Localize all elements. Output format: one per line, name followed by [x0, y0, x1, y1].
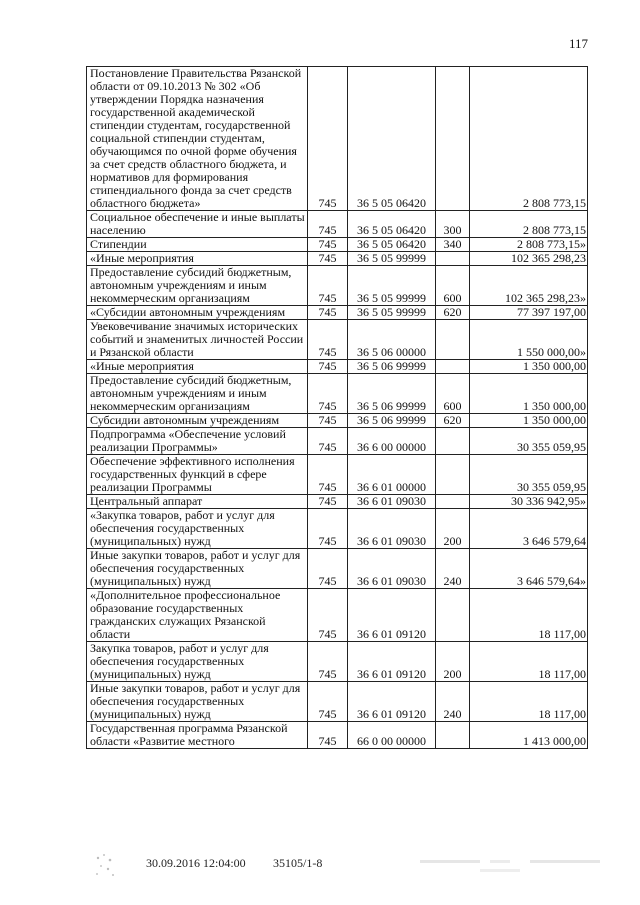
table-row — [87, 642, 588, 682]
row-cs-cell: 36 6 00 00000 — [348, 428, 436, 455]
row-amount-cell: 18 117,00 — [470, 642, 588, 682]
row-vr-cell: 620 — [436, 306, 470, 320]
row-vr-cell: 300 — [436, 211, 470, 238]
row-amount-cell: 1 350 000,00 — [470, 414, 588, 428]
table-row — [87, 67, 588, 211]
row-vr-cell — [436, 428, 470, 455]
row-vr-cell — [436, 495, 470, 509]
row-cs-cell: 36 5 05 06420 — [348, 67, 436, 211]
row-amount-cell: 30 355 059,95 — [470, 428, 588, 455]
row-vr-cell — [436, 320, 470, 360]
row-gr-cell: 745 — [308, 682, 348, 722]
row-cs-cell: 36 5 05 06420 — [348, 238, 436, 252]
table-row — [87, 589, 588, 642]
row-vr-cell — [436, 722, 470, 749]
row-name-cell: Подпрограмма «Обеспечение условий реализации Программы» — [87, 428, 308, 455]
footer-timestamp: 30.09.2016 12:04:00 — [146, 856, 246, 870]
row-gr-cell: 745 — [308, 306, 348, 320]
row-gr-cell: 745 — [308, 360, 348, 374]
page-number: 117 — [569, 36, 589, 51]
row-name-cell: Обеспечение эффективного исполнения государственных функций в сфере реализации Программы — [87, 455, 308, 495]
row-amount-cell: 77 397 197,00 — [470, 306, 588, 320]
row-gr-cell: 745 — [308, 509, 348, 549]
row-cs-cell: 36 6 01 09120 — [348, 682, 436, 722]
row-name-cell: Предоставление субсидий бюджетным, автономным учреждениям и иным некоммерческим организациям — [87, 266, 308, 306]
row-gr-cell: 745 — [308, 320, 348, 360]
table-row — [87, 306, 588, 320]
row-cs-cell: 36 6 01 09030 — [348, 495, 436, 509]
table-row — [87, 360, 588, 374]
row-cs-cell: 36 5 06 99999 — [348, 414, 436, 428]
table-row — [87, 414, 588, 428]
row-vr-cell: 200 — [436, 509, 470, 549]
row-gr-cell: 745 — [308, 211, 348, 238]
row-name-cell: Субсидии автономным учреждениям — [87, 414, 308, 428]
faint-stamp-icon — [420, 856, 600, 876]
row-cs-cell: 36 6 01 09030 — [348, 509, 436, 549]
row-amount-cell: 18 117,00 — [470, 682, 588, 722]
budget-table-body — [87, 67, 588, 749]
row-name-cell: Иные закупки товаров, работ и услуг для обеспечения государственных (муниципальных) нужд — [87, 682, 308, 722]
row-name-cell: «Иные мероприятия — [87, 360, 308, 374]
row-cs-cell: 36 5 05 06420 — [348, 211, 436, 238]
table-row — [87, 428, 588, 455]
row-cs-cell: 36 5 05 99999 — [348, 252, 436, 266]
row-gr-cell: 745 — [308, 455, 348, 495]
row-vr-cell: 600 — [436, 374, 470, 414]
row-amount-cell: 1 413 000,00 — [470, 722, 588, 749]
row-vr-cell: 200 — [436, 642, 470, 682]
row-amount-cell: 2 808 773,15» — [470, 238, 588, 252]
table-row — [87, 495, 588, 509]
row-gr-cell: 745 — [308, 266, 348, 306]
table-row — [87, 252, 588, 266]
scanner-mark-icon — [92, 850, 118, 880]
row-gr-cell: 745 — [308, 67, 348, 211]
table-row — [87, 509, 588, 549]
row-name-cell: Увековечивание значимых исторических событий и знаменитых личностей России и Рязанской области — [87, 320, 308, 360]
row-vr-cell: 600 — [436, 266, 470, 306]
table-row — [87, 211, 588, 238]
table-row — [87, 722, 588, 749]
row-cs-cell: 36 5 06 99999 — [348, 374, 436, 414]
row-cs-cell: 36 6 01 09120 — [348, 642, 436, 682]
row-gr-cell: 745 — [308, 642, 348, 682]
row-amount-cell: 18 117,00 — [470, 589, 588, 642]
row-vr-cell: 240 — [436, 682, 470, 722]
row-name-cell: «Дополнительное профессиональное образование государственных гражданских служащих Рязанской области — [87, 589, 308, 642]
row-amount-cell: 1 350 000,00 — [470, 360, 588, 374]
row-vr-cell: 240 — [436, 549, 470, 589]
row-name-cell: Закупка товаров, работ и услуг для обеспечения государственных (муниципальных) нужд — [87, 642, 308, 682]
row-cs-cell: 36 6 01 00000 — [348, 455, 436, 495]
row-gr-cell: 745 — [308, 238, 348, 252]
row-amount-cell: 30 336 942,95» — [470, 495, 588, 509]
row-name-cell: Стипендии — [87, 238, 308, 252]
row-cs-cell: 36 6 01 09120 — [348, 589, 436, 642]
table-row — [87, 549, 588, 589]
row-vr-cell — [436, 360, 470, 374]
row-gr-cell: 745 — [308, 414, 348, 428]
table-row — [87, 682, 588, 722]
table-row — [87, 374, 588, 414]
table-row — [87, 238, 588, 252]
row-gr-cell: 745 — [308, 428, 348, 455]
row-name-cell: «Иные мероприятия — [87, 252, 308, 266]
row-amount-cell: 102 365 298,23» — [470, 266, 588, 306]
row-amount-cell: 1 550 000,00» — [470, 320, 588, 360]
table-row — [87, 266, 588, 306]
table-row — [87, 320, 588, 360]
row-amount-cell: 2 808 773,15 — [470, 211, 588, 238]
row-vr-cell — [436, 252, 470, 266]
row-name-cell: Социальное обеспечение и иные выплаты населению — [87, 211, 308, 238]
row-gr-cell: 745 — [308, 374, 348, 414]
row-vr-cell: 620 — [436, 414, 470, 428]
table-row — [87, 455, 588, 495]
row-cs-cell: 66 0 00 00000 — [348, 722, 436, 749]
row-name-cell: Центральный аппарат — [87, 495, 308, 509]
row-cs-cell: 36 6 01 09030 — [348, 549, 436, 589]
row-amount-cell: 1 350 000,00 — [470, 374, 588, 414]
row-gr-cell: 745 — [308, 589, 348, 642]
row-cs-cell: 36 5 05 99999 — [348, 266, 436, 306]
row-gr-cell: 745 — [308, 722, 348, 749]
row-name-cell: «Закупка товаров, работ и услуг для обеспечения государственных (муниципальных) нужд — [87, 509, 308, 549]
row-cs-cell: 36 5 06 00000 — [348, 320, 436, 360]
row-gr-cell: 745 — [308, 549, 348, 589]
row-vr-cell: 340 — [436, 238, 470, 252]
row-amount-cell: 3 646 579,64» — [470, 549, 588, 589]
row-name-cell: Предоставление субсидий бюджетным, автономным учреждениям и иным некоммерческим организациям — [87, 374, 308, 414]
footer-document-code: 35105/1-8 — [273, 856, 323, 870]
row-name-cell: Государственная программа Рязанской области «Развитие местного — [87, 722, 308, 749]
row-name-cell: «Субсидии автономным учреждениям — [87, 306, 308, 320]
row-vr-cell — [436, 67, 470, 211]
row-amount-cell: 3 646 579,64 — [470, 509, 588, 549]
row-amount-cell: 2 808 773,15 — [470, 67, 588, 211]
row-name-cell: Постановление Правительства Рязанской области от 09.10.2013 № 302 «Об утверждении Порядка назначения государственной академической стипендии студентам, государственной социальной стипендии студентам, обучающимся по очной форме обучения за счет средств областного бюджета, и нормативов для формирования стипендиального фонда за счет средств областного бюджета» — [87, 67, 308, 211]
row-amount-cell: 30 355 059,95 — [470, 455, 588, 495]
row-amount-cell: 102 365 298,23 — [470, 252, 588, 266]
row-cs-cell: 36 5 06 99999 — [348, 360, 436, 374]
row-name-cell: Иные закупки товаров, работ и услуг для обеспечения государственных (муниципальных) нужд — [87, 549, 308, 589]
row-vr-cell — [436, 455, 470, 495]
row-vr-cell — [436, 589, 470, 642]
row-gr-cell: 745 — [308, 495, 348, 509]
row-gr-cell: 745 — [308, 252, 348, 266]
row-cs-cell: 36 5 05 99999 — [348, 306, 436, 320]
budget-table — [86, 66, 588, 749]
